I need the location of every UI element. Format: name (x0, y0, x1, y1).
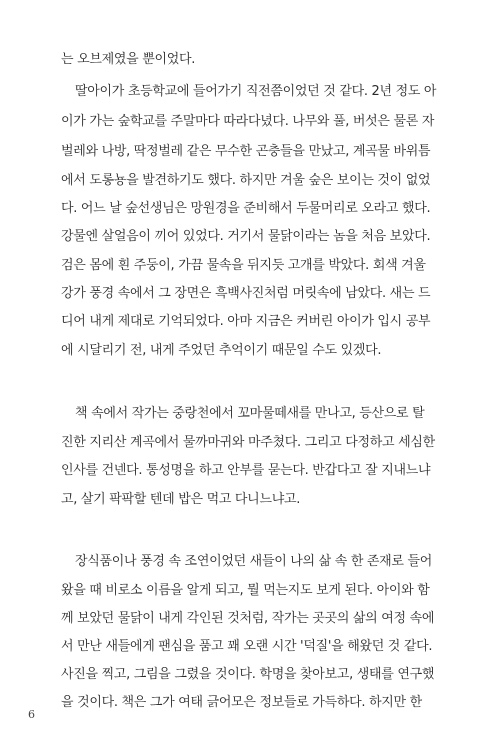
text-line: 다. 어느 날 숲선생님은 망원경을 준비해서 두물머리로 오라고 했다. (61, 201, 431, 216)
text-line: 고, 살기 팍팍할 텐데 밥은 먹고 다니느냐고. (61, 492, 301, 507)
text-line: 딸아이가 초등학교에 들어가기 직전쯤이었던 것 같다. 2년 정도 아 (75, 84, 437, 99)
text-line: 사진을 찍고, 그림을 그렸을 것이다. 학명을 찾아보고, 생태를 연구했 (61, 667, 435, 682)
text-line: 벌레와 나방, 딱정벌레 같은 무수한 곤충들을 만났고, 계곡물 바위틈 (61, 144, 431, 159)
page-number: 6 (28, 708, 35, 721)
text-line: 는 오브제였을 뿐이었다. (61, 52, 196, 67)
text-line: 이가 가는 숲학교를 주말마다 따라다녔다. 나무와 풀, 버섯은 물론 자 (61, 114, 435, 129)
text-line: 왔을 때 비로소 이름을 알게 되고, 뭘 먹는지도 보게 된다. 아이와 함 (61, 583, 430, 598)
text-line: 에 시달리기 전, 내게 주었던 추억이기 때문일 수도 있겠다. (61, 343, 382, 358)
text-line: 진한 지리산 계곡에서 물까마귀와 마주쳤다. 그리고 다정하고 세심한 (61, 435, 435, 450)
text-line: 장식품이나 풍경 속 조연이었던 새들이 나의 삶 속 한 존재로 들어 (75, 554, 433, 569)
text-line: 에서 도롱뇽을 발견하기도 했다. 하지만 겨울 숲은 보이는 것이 없었 (61, 173, 431, 188)
text-line: 을 것이다. 책은 그가 여태 긁어모은 정보들로 가득하다. 하지만 한 (61, 695, 422, 710)
text-line: 께 보았던 물닭이 내게 각인된 것처럼, 작가는 곳곳의 삶의 여정 속에 (61, 611, 435, 626)
text-line: 디어 내게 제대로 기억되었다. 아마 지금은 커버린 아이가 입시 공부 (61, 314, 431, 329)
text-line: 서 만난 새들에게 팬심을 품고 꽤 오랜 시간 '덕질'을 해왔던 것 같다. (61, 639, 433, 654)
text-line: 검은 몸에 흰 주둥이, 가끔 물속을 뒤지듯 고개를 박았다. 회색 겨울 (61, 258, 426, 273)
text-line: 강물엔 살얼음이 끼어 있었다. 거기서 물닭이라는 놈을 처음 보았다. (61, 229, 431, 244)
text-line: 강가 풍경 속에서 그 장면은 흑백사진처럼 머릿속에 남았다. 새는 드 (61, 286, 431, 301)
text-line: 책 속에서 작가는 중랑천에서 꼬마물떼새를 만나고, 등산으로 탈 (75, 406, 425, 421)
text-line: 인사를 건넨다. 통성명을 하고 안부를 묻는다. 반갑다고 잘 지내느냐 (61, 463, 431, 478)
